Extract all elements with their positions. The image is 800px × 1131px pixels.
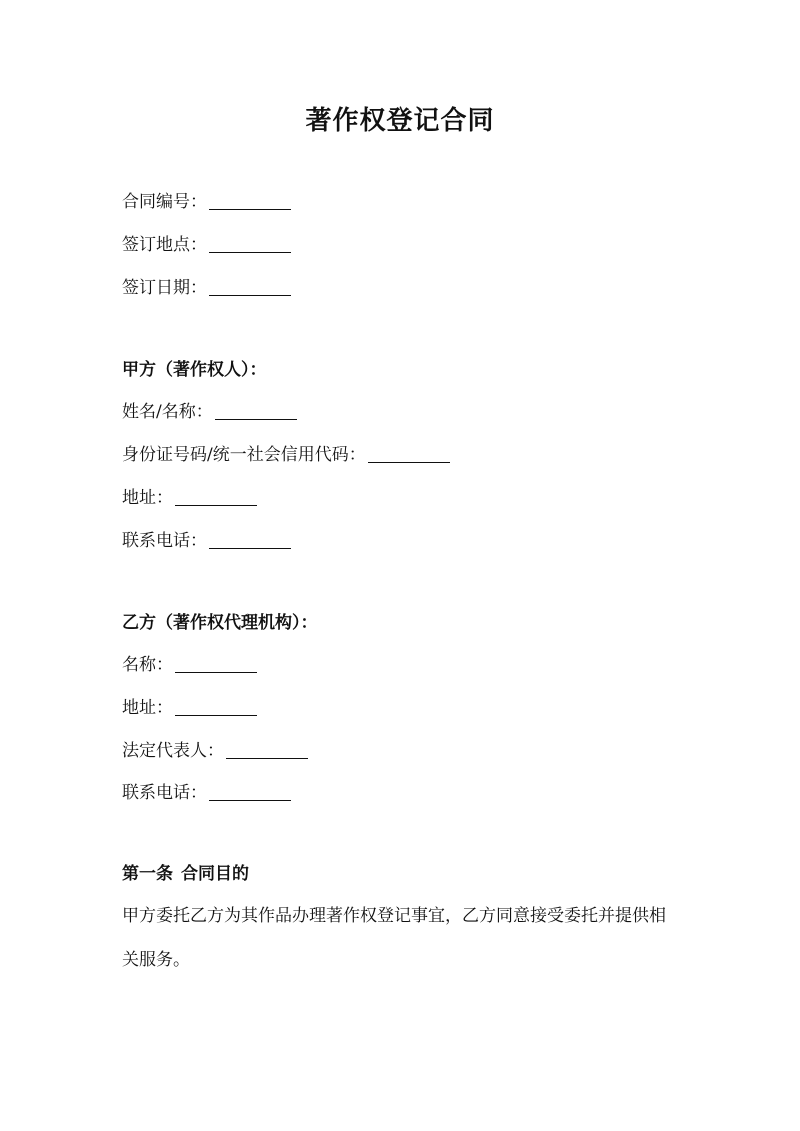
party-a-name-line [122, 400, 297, 424]
party-b-address-blank[interactable] [175, 697, 257, 716]
signing-place-label: 签订地点： [122, 235, 207, 255]
party-b-heading: 乙方（著作权代理机构）： [122, 613, 318, 633]
party-b-name-line [122, 653, 257, 677]
party-b-address-line [122, 696, 257, 720]
party-b-representative-label: 法定代表人： [122, 741, 224, 761]
signing-place-line [122, 233, 291, 257]
party-a-id-blank[interactable] [368, 444, 450, 463]
party-a-id-line [122, 443, 450, 467]
party-b-address-label: 地址： [122, 698, 173, 718]
article-1-heading-line [122, 862, 249, 886]
party-b-phone-label: 联系电话： [122, 783, 207, 803]
page-title: 著作权登记合同 [305, 106, 495, 136]
signing-place-blank[interactable] [209, 234, 291, 253]
article-1-number: 第一条 [122, 864, 173, 884]
party-a-id-label: 身份证号码/统一社会信用代码： [122, 445, 366, 465]
party-a-name-label: 姓名/名称： [122, 402, 213, 422]
article-1-body: 甲方委托乙方为其作品办理著作权登记事宜，乙方同意接受委托并提供相关服务。 [122, 906, 666, 970]
contract-number-label: 合同编号： [122, 192, 207, 212]
party-a-address-blank[interactable] [175, 487, 257, 506]
party-a-phone-label: 联系电话： [122, 531, 207, 551]
party-b-phone-line [122, 781, 291, 805]
party-a-name-blank[interactable] [215, 401, 297, 420]
party-b-representative-line [122, 739, 308, 763]
party-b-representative-blank[interactable] [226, 740, 308, 759]
party-a-address-label: 地址： [122, 488, 173, 508]
signing-date-blank[interactable] [209, 277, 291, 296]
party-a-phone-line [122, 529, 291, 553]
contract-number-line [122, 190, 291, 214]
party-b-phone-blank[interactable] [209, 782, 291, 801]
signing-date-label: 签订日期： [122, 278, 207, 298]
article-1-heading: 合同目的 [181, 864, 249, 884]
party-a-address-line [122, 486, 257, 510]
party-b-name-blank[interactable] [175, 654, 257, 673]
contract-number-blank[interactable] [209, 191, 291, 210]
party-a-phone-blank[interactable] [209, 530, 291, 549]
signing-date-line [122, 276, 291, 300]
party-b-name-label: 名称： [122, 655, 173, 675]
party-a-heading: 甲方（著作权人）： [122, 360, 267, 380]
